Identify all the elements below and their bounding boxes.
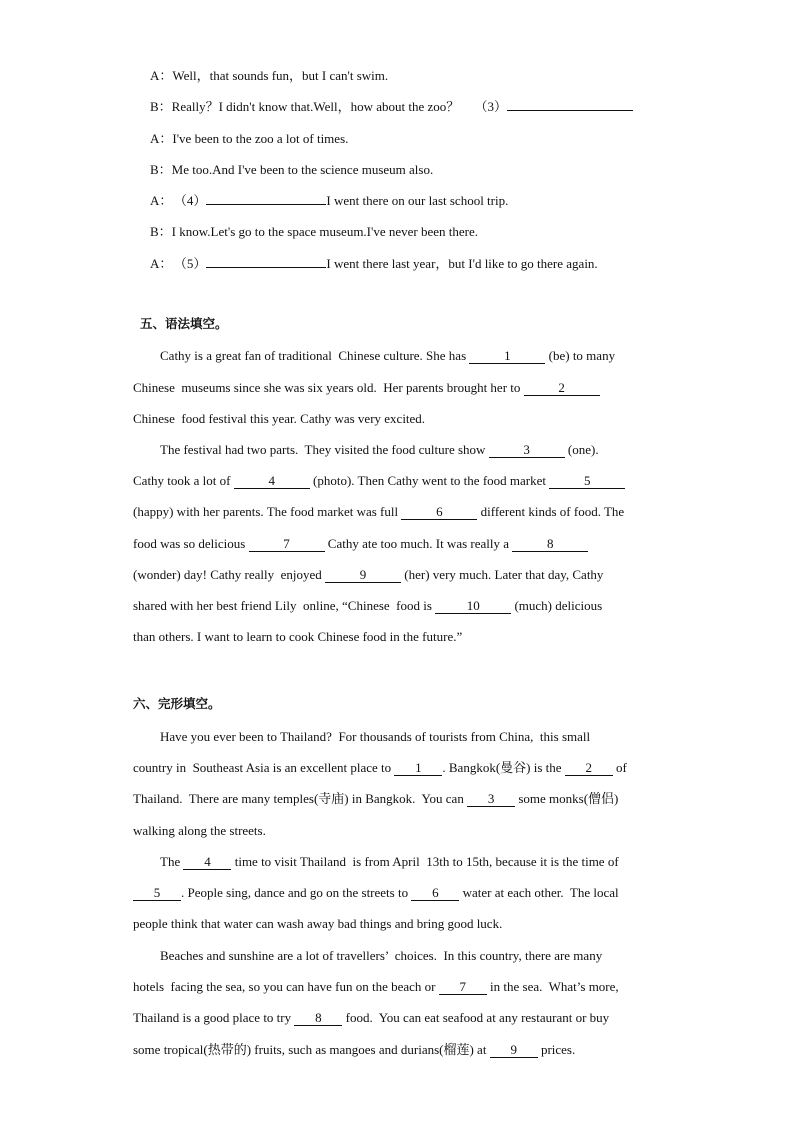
dialogue-line-4 [150,162,433,178]
answer-blank[interactable] [206,204,326,205]
answer-blank[interactable]: 7 [249,537,325,552]
section-heading-cloze: 六、完形填空。 [133,696,221,711]
dialogue-text: Me too.And I've been to the science museum also. [171,162,434,177]
dialogue-line-2 [150,99,633,115]
passage-line: than others. I want to learn to cook Chinese food in the future.” [133,629,463,644]
section-heading-grammar: 五、语法填空。 [140,316,228,331]
answer-blank[interactable]: 2 [565,761,613,776]
passage-line: hotels facing the sea, so you can have fun on the beach or 7 in the sea. What’s more, [133,979,619,994]
passage-line: Cathy is a great fan of traditional Chinese culture. She has 1 (be) to many [160,348,616,363]
answer-blank[interactable]: 8 [294,1011,342,1026]
passage-line: Chinese food festival this year. Cathy was very excited. [133,411,426,426]
passage-line: The 4 time to visit Thailand is from April 13th to 15th, because it is the time of [160,854,619,869]
passage-line: 5 . People sing, dance and go on the streets to 6 water at each other. The local [133,885,619,901]
passage-line: walking along the streets. [133,823,266,838]
passage-line: The festival had two parts. They visited the food culture show 3 (one). [160,442,599,457]
dialogue-text: Really？I didn't know that.Well，how about the zoo？ [171,99,460,114]
dialogue-line-1 [150,68,388,84]
passage-line: shared with her best friend Lily online, “Chinese food is 10 (much) delicious [133,598,603,613]
answer-blank[interactable]: 2 [524,381,600,396]
question-number: （3） [474,99,508,114]
dialogue-text: I know.Let's go to the space museum.I've never been there. [171,224,479,239]
answer-blank[interactable]: 7 [439,980,487,995]
answer-blank[interactable]: 4 [234,474,310,489]
passage-line: Have you ever been to Thailand? For thousands of tourists from China, this small [160,729,591,744]
dialogue-line-7 [150,256,598,272]
answer-blank[interactable]: 9 [325,568,401,583]
passage-line: Beaches and sunshine are a lot of travellers’ choices. In this country, there are many [160,948,603,963]
passage-line: (wonder) day! Cathy really enjoyed 9 (her) very much. Later that day, Cathy [133,567,604,582]
answer-blank[interactable]: 10 [435,599,511,614]
passage-line: country in Southeast Asia is an excellent place to 1 . Bangkok(曼谷) is the 2 of [133,760,627,775]
answer-blank[interactable]: 5 [549,474,625,489]
passage-line: people think that water can wash away bad things and bring good luck. [133,916,503,931]
answer-blank[interactable]: 4 [183,855,231,870]
answer-blank[interactable] [507,110,633,111]
dialogue-text: Well，that sounds fun，but I can't swim. [172,68,389,83]
passage-line: (happy) with her parents. The food market was full 6 different kinds of food. The [133,504,625,519]
speaker: A： [150,193,173,208]
answer-blank[interactable]: 3 [467,792,515,807]
answer-blank[interactable]: 5 [133,886,181,901]
passage-line: Cathy took a lot of 4 (photo). Then Cathy went to the food market 5 [133,473,625,489]
question-number: （5） [180,256,207,271]
dialogue-line-3 [150,131,348,147]
answer-blank[interactable]: 1 [469,349,545,364]
speaker: B： [150,162,172,177]
passage-line: Thailand. There are many temples(寺庙) in Bangkok. You can 3 some monks(僧侣) [133,791,619,806]
speaker: A： [150,68,173,83]
answer-blank[interactable]: 6 [411,886,459,901]
answer-blank[interactable]: 1 [394,761,442,776]
answer-blank[interactable]: 8 [512,537,588,552]
dialogue-text: I've been to the zoo a lot of times. [172,131,349,146]
speaker: A： [150,256,173,271]
passage-line: Chinese museums since she was six years old. Her parents brought her to 2 [133,380,600,396]
passage-line: some tropical(热带的) fruits, such as mangoes and durians(榴莲) at 9 prices. [133,1042,576,1057]
dialogue-text: I went there last year，but I'd like to go there again. [326,256,598,271]
question-number: （4） [180,193,207,208]
answer-blank[interactable]: 6 [401,505,477,520]
speaker: B： [150,224,172,239]
passage-line: Thailand is a good place to try 8 food. You can eat seafood at any restaurant or buy [133,1010,610,1025]
answer-blank[interactable] [206,267,326,268]
answer-blank[interactable]: 9 [490,1043,538,1058]
dialogue-line-5 [150,193,508,209]
passage-line: food was so delicious 7 Cathy ate too much. It was really a 8 [133,536,588,552]
speaker: A： [150,131,173,146]
speaker: B： [150,99,172,114]
dialogue-text: I went there on our last school trip. [326,193,509,208]
answer-blank[interactable]: 3 [489,443,565,458]
dialogue-line-6 [150,224,478,240]
